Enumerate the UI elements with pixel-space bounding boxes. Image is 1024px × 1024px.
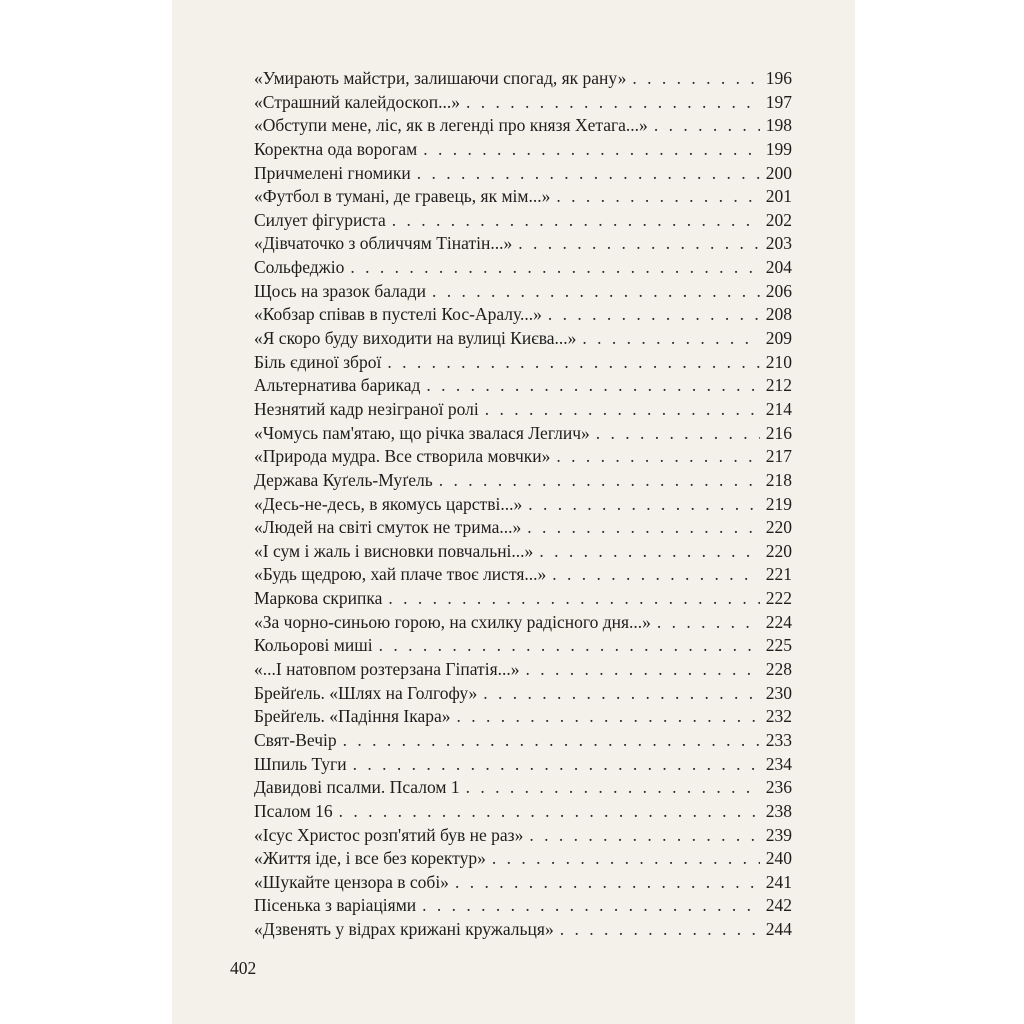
toc-entry-title: Коректна ода ворогам bbox=[254, 138, 418, 159]
dot-leader bbox=[422, 894, 760, 918]
toc-entry bbox=[254, 445, 792, 469]
toc-entry-title: «І сум і жаль і висновки повчальні...» bbox=[254, 540, 534, 561]
toc-entry-title: Брейґель. «Шлях на Голгофу» bbox=[254, 682, 478, 703]
dot-leader bbox=[539, 540, 760, 564]
toc-entry-title: «Футбол в тумані, де гравець, як мім...» bbox=[254, 186, 551, 207]
dot-leader bbox=[654, 114, 760, 138]
toc-entry-title: Держава Куґель-Муґель bbox=[254, 469, 433, 490]
dot-leader bbox=[527, 516, 760, 540]
toc-entry bbox=[254, 398, 792, 422]
dot-leader bbox=[552, 563, 760, 587]
toc-entry bbox=[254, 162, 792, 186]
dot-leader bbox=[387, 351, 760, 375]
toc-entry-title: «За чорно-синьою горою, на схилку радісного дня...» bbox=[254, 611, 651, 632]
dot-leader bbox=[560, 918, 760, 942]
toc-entry-page: 230 bbox=[765, 682, 792, 703]
dot-leader bbox=[596, 422, 760, 446]
toc-entry bbox=[254, 634, 792, 658]
toc-entry-page: 209 bbox=[765, 328, 792, 349]
toc-entry bbox=[254, 256, 792, 280]
toc-entry bbox=[254, 800, 792, 824]
toc-entry-title: Брейґель. «Падіння Ікара» bbox=[254, 706, 451, 727]
toc-entry-page: 239 bbox=[765, 824, 792, 845]
toc-entry bbox=[254, 114, 792, 138]
page-number: 402 bbox=[230, 958, 257, 978]
dot-leader bbox=[456, 705, 760, 729]
toc-entry-page: 218 bbox=[765, 469, 792, 490]
toc-entry bbox=[254, 563, 792, 587]
toc-entry-page: 203 bbox=[765, 233, 792, 254]
toc-entry-title: Шпиль Туги bbox=[254, 753, 347, 774]
dot-leader bbox=[526, 658, 761, 682]
toc-entry-page: 219 bbox=[765, 493, 792, 514]
toc-entry bbox=[254, 91, 792, 115]
toc-entry-page: 200 bbox=[765, 162, 792, 183]
toc-entry bbox=[254, 682, 792, 706]
toc-entry-page: 214 bbox=[765, 398, 792, 419]
toc-entry bbox=[254, 753, 792, 777]
toc-entry-title: Свят-Вечір bbox=[254, 729, 337, 750]
toc-entry bbox=[254, 918, 792, 942]
toc-entry bbox=[254, 705, 792, 729]
toc-entry-title: «Обступи мене, ліс, як в легенді про князя Хетага...» bbox=[254, 115, 648, 136]
toc-entry bbox=[254, 587, 792, 611]
toc-entry-title: «Шукайте цензора в собі» bbox=[254, 871, 449, 892]
toc-entry-title: Маркова скрипка bbox=[254, 588, 383, 609]
toc-entry bbox=[254, 824, 792, 848]
toc-entry bbox=[254, 516, 792, 540]
toc-entry bbox=[254, 422, 792, 446]
dot-leader bbox=[417, 162, 760, 186]
dot-leader bbox=[518, 232, 760, 256]
dot-leader bbox=[466, 91, 760, 115]
dot-leader bbox=[426, 374, 760, 398]
toc-entry-title: Кольорові миші bbox=[254, 635, 373, 656]
toc-entry bbox=[254, 374, 792, 398]
dot-leader bbox=[548, 303, 760, 327]
toc-entry-page: 201 bbox=[765, 186, 792, 207]
dot-leader bbox=[379, 634, 760, 658]
toc-entry-title: «Десь-не-десь, в якомусь царстві...» bbox=[254, 493, 523, 514]
toc-entry-page: 241 bbox=[765, 871, 792, 892]
toc-entry-title: «Природа мудра. Все створила мовчки» bbox=[254, 446, 551, 467]
toc-entry bbox=[254, 351, 792, 375]
toc-entry bbox=[254, 658, 792, 682]
toc-entry-page: 198 bbox=[765, 115, 792, 136]
dot-leader bbox=[439, 469, 760, 493]
toc-entry-title: «Будь щедрою, хай плаче твоє листя...» bbox=[254, 564, 547, 585]
toc-entry bbox=[254, 209, 792, 233]
toc-entry-title: «...І натовпом розтерзана Гіпатія...» bbox=[254, 659, 520, 680]
dot-leader bbox=[350, 256, 760, 280]
toc-entry-title: Щось на зразок балади bbox=[254, 280, 426, 301]
toc-entry bbox=[254, 776, 792, 800]
toc-entry-page: 206 bbox=[765, 280, 792, 301]
toc-entry-page: 238 bbox=[765, 800, 792, 821]
toc-entry-page: 197 bbox=[765, 91, 792, 112]
toc-entry-title: «Дівчаточко з обличчям Тінатін...» bbox=[254, 233, 513, 254]
toc-entry-page: 208 bbox=[765, 304, 792, 325]
table-of-contents bbox=[254, 67, 792, 942]
toc-entry-page: 244 bbox=[765, 919, 792, 940]
toc-entry-title: Пісенька з варіаціями bbox=[254, 895, 417, 916]
toc-entry-title: Незнятий кадр незіграної ролі bbox=[254, 398, 479, 419]
dot-leader bbox=[392, 209, 760, 233]
toc-entry-page: 210 bbox=[765, 351, 792, 372]
dot-leader bbox=[492, 847, 760, 871]
toc-entry-title: «Чомусь пам'ятаю, що річка звалася Леглич» bbox=[254, 422, 590, 443]
toc-entry bbox=[254, 232, 792, 256]
toc-entry bbox=[254, 847, 792, 871]
toc-entry-page: 199 bbox=[765, 138, 792, 159]
toc-entry-title: Альтернатива барикад bbox=[254, 375, 421, 396]
toc-entry-page: 228 bbox=[765, 659, 792, 680]
toc-entry bbox=[254, 493, 792, 517]
dot-leader bbox=[485, 398, 760, 422]
dot-leader bbox=[632, 67, 760, 91]
toc-entry-page: 225 bbox=[765, 635, 792, 656]
dot-leader bbox=[339, 800, 760, 824]
toc-entry-page: 240 bbox=[765, 848, 792, 869]
toc-entry bbox=[254, 67, 792, 91]
toc-entry-page: 222 bbox=[765, 588, 792, 609]
dot-leader bbox=[455, 871, 760, 895]
toc-entry bbox=[254, 729, 792, 753]
dot-leader bbox=[353, 753, 760, 777]
dot-leader bbox=[528, 493, 760, 517]
toc-entry-page: 232 bbox=[765, 706, 792, 727]
dot-leader bbox=[556, 445, 760, 469]
toc-entry-page: 196 bbox=[765, 68, 792, 88]
toc-entry-title: «Кобзар співав в пустелі Кос-Аралу...» bbox=[254, 304, 542, 325]
dot-leader bbox=[582, 327, 760, 351]
toc-entry-page: 224 bbox=[765, 611, 792, 632]
dot-leader bbox=[388, 587, 760, 611]
toc-entry bbox=[254, 540, 792, 564]
toc-entry bbox=[254, 303, 792, 327]
toc-entry-title: Псалом 16 bbox=[254, 800, 333, 821]
toc-entry bbox=[254, 280, 792, 304]
dot-leader bbox=[466, 776, 760, 800]
toc-entry-title: Причмелені гномики bbox=[254, 162, 411, 183]
dot-leader bbox=[556, 185, 760, 209]
toc-entry-title: Давидові псалми. Псалом 1 bbox=[254, 777, 460, 798]
toc-entry-page: 217 bbox=[765, 446, 792, 467]
toc-entry-title: «Дзвенять у відрах крижані кружальця» bbox=[254, 919, 554, 940]
toc-entry bbox=[254, 611, 792, 635]
dot-leader bbox=[529, 824, 760, 848]
dot-leader bbox=[483, 682, 760, 706]
dot-leader bbox=[343, 729, 760, 753]
dot-leader bbox=[432, 280, 760, 304]
toc-entry-title: Силует фігуриста bbox=[254, 209, 386, 230]
toc-entry-title: Сольфеджіо bbox=[254, 257, 345, 278]
dot-leader bbox=[657, 611, 760, 635]
toc-entry bbox=[254, 469, 792, 493]
toc-entry bbox=[254, 138, 792, 162]
toc-entry-title: «Умирають майстри, залишаючи спогад, як рану» bbox=[254, 68, 627, 88]
toc-entry-page: 202 bbox=[765, 209, 792, 230]
toc-entry-title: «Ісус Христос розп'ятий був не раз» bbox=[254, 824, 524, 845]
toc-entry bbox=[254, 894, 792, 918]
toc-entry-page: 220 bbox=[765, 540, 792, 561]
dot-leader bbox=[423, 138, 760, 162]
toc-entry-page: 242 bbox=[765, 895, 792, 916]
toc-entry-page: 233 bbox=[765, 729, 792, 750]
toc-entry-title: «Життя іде, і все без коректур» bbox=[254, 848, 486, 869]
toc-entry bbox=[254, 871, 792, 895]
toc-entry-page: 216 bbox=[765, 422, 792, 443]
toc-entry-title: «Людей на світі смуток не трима...» bbox=[254, 517, 522, 538]
toc-entry-page: 212 bbox=[765, 375, 792, 396]
toc-entry-page: 234 bbox=[765, 753, 792, 774]
toc-entry-page: 236 bbox=[765, 777, 792, 798]
toc-entry-page: 204 bbox=[765, 257, 792, 278]
toc-entry-page: 220 bbox=[765, 517, 792, 538]
toc-entry bbox=[254, 327, 792, 351]
toc-entry-title: «Я скоро буду виходити на вулиці Києва...» bbox=[254, 328, 577, 349]
toc-entry bbox=[254, 185, 792, 209]
toc-entry-title: «Страшний калейдоскоп...» bbox=[254, 91, 461, 112]
toc-entry-page: 221 bbox=[765, 564, 792, 585]
toc-entry-title: Біль єдиної зброї bbox=[254, 351, 382, 372]
